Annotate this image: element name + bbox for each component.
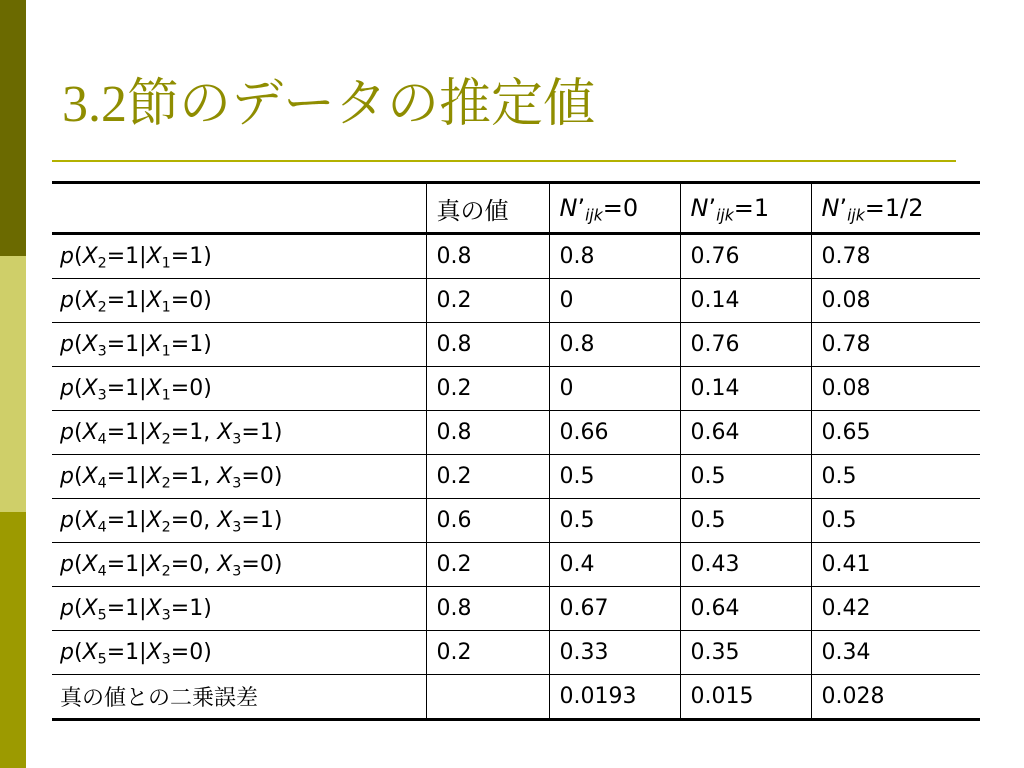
header-cell-true-value: 真の値	[426, 183, 549, 234]
table-row	[52, 543, 980, 587]
value-cell: 0.4	[549, 543, 680, 587]
value-cell: 0.41	[811, 543, 980, 587]
table-row	[52, 499, 980, 543]
value-cell: 0.8	[426, 587, 549, 631]
header-cell-prior-0: $N’_{ijk}=0$	[549, 183, 680, 234]
probability-label-cell: $p(X_2=1|X_1=1)$	[52, 234, 426, 279]
value-cell: 0.76	[680, 323, 811, 367]
probability-label-cell: $p(X_4=1|X_2=0$, $X_3=0$)	[52, 543, 426, 587]
value-cell: 0.78	[811, 234, 980, 279]
accent-bar-middle	[0, 256, 26, 512]
probability-label-cell: $p(X_2=1|X_1=0)$	[52, 279, 426, 323]
slide-title-text: 節のデータの推定値	[127, 74, 596, 134]
value-cell: 0.78	[811, 323, 980, 367]
title-underline	[52, 160, 956, 162]
table-row	[52, 279, 980, 323]
slide-title-number: 3.2	[62, 76, 127, 133]
accent-bar-bottom	[0, 512, 26, 768]
value-cell: 0.5	[811, 499, 980, 543]
probability-label-cell: $p(X_3=1|X_1=0)$	[52, 367, 426, 411]
value-cell: 0.66	[549, 411, 680, 455]
value-cell: 0.64	[680, 587, 811, 631]
squared-error-value	[426, 675, 549, 720]
probability-label-cell: $p(X_4=1|X_2=0$, $X_3=1$)	[52, 499, 426, 543]
header-cell-prior-1: $N’_{ijk}=1$	[680, 183, 811, 234]
value-cell: 0.34	[811, 631, 980, 675]
squared-error-value: 0.028	[811, 675, 980, 720]
estimate-table	[52, 181, 980, 721]
probability-label-cell: $p(X_5=1|X_3=1)$	[52, 587, 426, 631]
table-row	[52, 411, 980, 455]
value-cell: 0.2	[426, 455, 549, 499]
probability-label-cell: $p(X_4=1|X_2=1$, $X_3=0$)	[52, 455, 426, 499]
table-footer-row	[52, 675, 980, 720]
value-cell: 0.76	[680, 234, 811, 279]
accent-bar-top	[0, 0, 26, 256]
value-cell: 0.08	[811, 367, 980, 411]
value-cell: 0	[549, 279, 680, 323]
value-cell: 0	[549, 367, 680, 411]
value-cell: 0.43	[680, 543, 811, 587]
value-cell: 0.2	[426, 367, 549, 411]
probability-label-cell: $p(X_5=1|X_3=0)$	[52, 631, 426, 675]
value-cell: 0.8	[426, 323, 549, 367]
value-cell: 0.6	[426, 499, 549, 543]
value-cell: 0.2	[426, 631, 549, 675]
value-cell: 0.5	[680, 455, 811, 499]
value-cell: 0.08	[811, 279, 980, 323]
table-row	[52, 631, 980, 675]
value-cell: 0.33	[549, 631, 680, 675]
value-cell: 0.35	[680, 631, 811, 675]
squared-error-value: 0.0193	[549, 675, 680, 720]
value-cell: 0.5	[680, 499, 811, 543]
value-cell: 0.8	[426, 411, 549, 455]
value-cell: 0.5	[549, 499, 680, 543]
squared-error-value: 0.015	[680, 675, 811, 720]
probability-label-cell: $p(X_4=1|X_2=1$, $X_3=1$)	[52, 411, 426, 455]
header-cell-blank	[52, 183, 426, 234]
table-row	[52, 455, 980, 499]
value-cell: 0.42	[811, 587, 980, 631]
value-cell: 0.8	[549, 323, 680, 367]
value-cell: 0.14	[680, 279, 811, 323]
value-cell: 0.5	[549, 455, 680, 499]
table-row	[52, 234, 980, 279]
value-cell: 0.8	[426, 234, 549, 279]
value-cell: 0.8	[549, 234, 680, 279]
value-cell: 0.64	[680, 411, 811, 455]
value-cell: 0.5	[811, 455, 980, 499]
probability-label-cell: $p(X_3=1|X_1=1)$	[52, 323, 426, 367]
value-cell: 0.67	[549, 587, 680, 631]
table-row	[52, 323, 980, 367]
squared-error-label: 真の値との二乗誤差	[52, 675, 426, 720]
table-header-row	[52, 183, 980, 234]
table-row	[52, 587, 980, 631]
header-cell-prior-half: $N’_{ijk}=1/2$	[811, 183, 980, 234]
slide-title	[62, 76, 595, 133]
value-cell: 0.65	[811, 411, 980, 455]
value-cell: 0.2	[426, 543, 549, 587]
value-cell: 0.14	[680, 367, 811, 411]
value-cell: 0.2	[426, 279, 549, 323]
table-row	[52, 367, 980, 411]
